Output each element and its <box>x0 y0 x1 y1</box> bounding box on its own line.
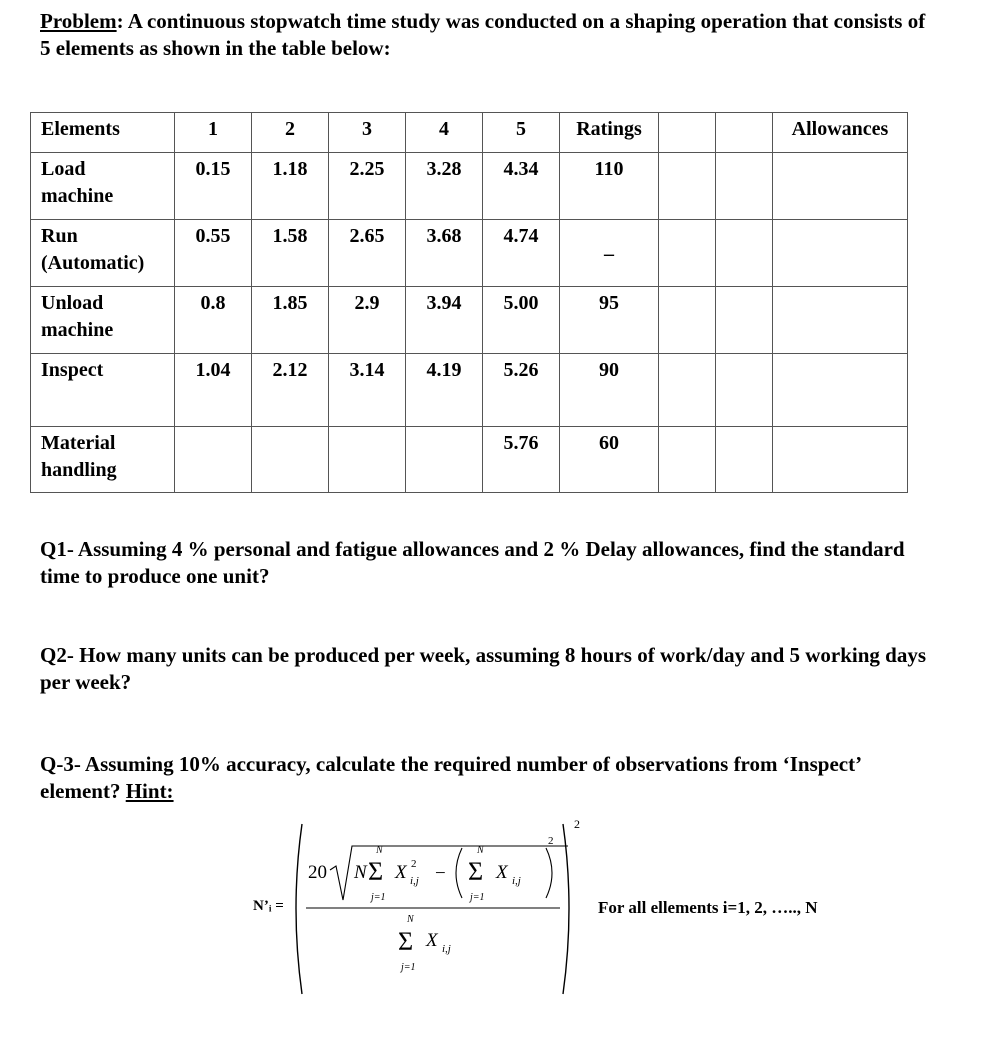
numerator-N: N <box>354 862 367 883</box>
rating-cell: 95 <box>560 287 659 354</box>
rating-cell: 90 <box>560 354 659 427</box>
problem-label: Problem <box>40 9 117 33</box>
sum-X: X <box>496 862 508 883</box>
formula-lhs: N’ᵢ = <box>253 898 284 914</box>
reading-cell: 1.85 <box>252 287 329 354</box>
table-row <box>31 354 908 427</box>
blank-cell <box>716 427 773 493</box>
element-cell: Run (Automatic) <box>31 220 175 287</box>
reading-cell: 0.8 <box>175 287 252 354</box>
header-cycle-4: 4 <box>406 113 483 153</box>
sigma3-upper: N <box>407 914 414 925</box>
minus-sign: − <box>435 863 446 884</box>
table-row <box>31 153 908 220</box>
reading-cell <box>175 427 252 493</box>
blank-cell <box>659 354 716 427</box>
blank-cell <box>659 287 716 354</box>
sigma1-lower: j=1 <box>371 892 386 903</box>
blank-cell <box>659 427 716 493</box>
header-cycle-3: 3 <box>329 113 406 153</box>
outer-exponent: 2 <box>574 817 580 831</box>
right-big-paren <box>563 824 569 994</box>
header-blank-2 <box>716 113 773 153</box>
blank-cell <box>716 220 773 287</box>
reading-cell: 0.55 <box>175 220 252 287</box>
reading-cell: 5.00 <box>483 287 560 354</box>
term-X-subscript: i,j <box>410 875 419 887</box>
question-2: Q2- How many units can be produced per week, assuming 8 hours of work/day and 5 working days per week? <box>40 643 927 694</box>
sigma2-upper: N <box>477 845 484 856</box>
reading-cell: 4.34 <box>483 153 560 220</box>
time-study-table <box>30 112 908 493</box>
rating-cell: – <box>560 220 659 287</box>
formula-note: For all ellements i=1, 2, ….., N <box>598 898 818 917</box>
allowance-cell <box>773 427 908 493</box>
element-cell: Inspect <box>31 354 175 427</box>
reading-cell: 1.58 <box>252 220 329 287</box>
reading-cell: 0.15 <box>175 153 252 220</box>
problem-statement <box>40 8 940 62</box>
element-cell: Load machine <box>31 153 175 220</box>
reading-cell: 2.12 <box>252 354 329 427</box>
rating-cell: 110 <box>560 153 659 220</box>
reading-cell <box>406 427 483 493</box>
problem-text: : A continuous stopwatch time study was conducted on a shaping operation that consists of 5 elements as shown in the table below: <box>40 9 926 60</box>
reading-cell: 5.76 <box>483 427 560 493</box>
header-cycle-5: 5 <box>483 113 560 153</box>
table-row <box>31 220 908 287</box>
reading-cell: 3.28 <box>406 153 483 220</box>
blank-cell <box>716 153 773 220</box>
blank-cell <box>716 287 773 354</box>
reading-cell: 2.25 <box>329 153 406 220</box>
table-row <box>31 287 908 354</box>
header-elements: Elements <box>31 113 175 153</box>
table-row <box>31 427 908 493</box>
sigma3-symbol: Σ <box>398 927 414 956</box>
rating-cell: 60 <box>560 427 659 493</box>
term-X: X <box>395 862 407 883</box>
inner-exponent: 2 <box>548 835 554 847</box>
reading-cell: 2.9 <box>329 287 406 354</box>
header-ratings: Ratings <box>560 113 659 153</box>
inner-left-paren <box>456 848 462 898</box>
allowance-cell <box>773 153 908 220</box>
reading-cell: 4.74 <box>483 220 560 287</box>
sigma2-symbol: Σ <box>468 857 484 886</box>
reading-cell: 4.19 <box>406 354 483 427</box>
hint-label: Hint: <box>125 779 174 803</box>
header-cycle-1: 1 <box>175 113 252 153</box>
sum-X-subscript: i,j <box>512 875 521 887</box>
question-3-text: Q-3- Assuming 10% accuracy, calculate the required number of observations from ‘Inspect’ element? <box>40 752 861 803</box>
element-cell: Material handling <box>31 427 175 493</box>
blank-cell <box>716 354 773 427</box>
allowance-cell <box>773 287 908 354</box>
reading-cell: 1.18 <box>252 153 329 220</box>
table-header-row <box>31 113 908 153</box>
left-big-paren <box>296 824 302 994</box>
inner-right-paren <box>546 848 552 898</box>
header-cycle-2: 2 <box>252 113 329 153</box>
blank-cell <box>659 220 716 287</box>
reading-cell: 2.65 <box>329 220 406 287</box>
reading-cell <box>252 427 329 493</box>
allowance-cell <box>773 354 908 427</box>
term-X-exponent: 2 <box>411 858 417 870</box>
denominator-X: X <box>426 930 438 951</box>
reading-cell: 1.04 <box>175 354 252 427</box>
header-blank-1 <box>659 113 716 153</box>
allowance-cell <box>773 220 908 287</box>
reading-cell: 3.68 <box>406 220 483 287</box>
element-cell: Unload machine <box>31 287 175 354</box>
sigma1-symbol: Σ <box>368 857 384 886</box>
sigma3-lower: j=1 <box>401 962 416 973</box>
sigma2-lower: j=1 <box>470 892 485 903</box>
observations-formula <box>250 818 590 998</box>
question-3 <box>40 751 940 805</box>
reading-cell: 3.14 <box>329 354 406 427</box>
question-1: Q1- Assuming 4 % personal and fatigue allowances and 2 % Delay allowances, find the standard time to produce one unit? <box>40 537 905 588</box>
constant-20: 20 <box>308 862 327 883</box>
denominator-X-subscript: i,j <box>442 943 451 955</box>
reading-cell: 3.94 <box>406 287 483 354</box>
formula-graphic <box>250 818 590 998</box>
sigma1-upper: N <box>376 845 383 856</box>
blank-cell <box>659 153 716 220</box>
reading-cell <box>329 427 406 493</box>
header-allowances: Allowances <box>773 113 908 153</box>
reading-cell: 5.26 <box>483 354 560 427</box>
